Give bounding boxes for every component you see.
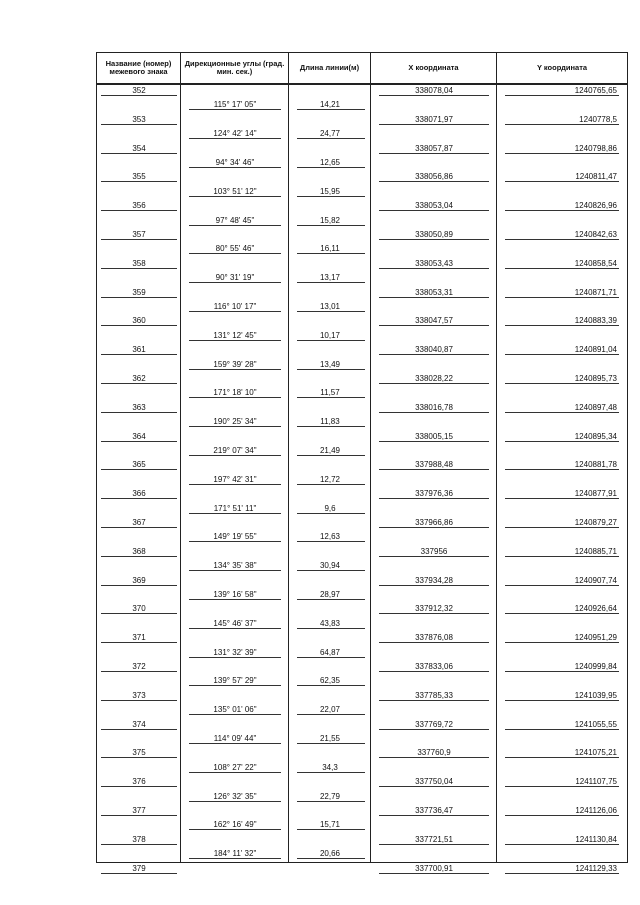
row-line [505, 757, 619, 758]
row-line [505, 239, 619, 240]
row-line [101, 642, 177, 643]
row-line [189, 397, 281, 398]
row-line [101, 757, 177, 758]
row-line [505, 441, 619, 442]
row-line [297, 253, 365, 254]
direction-angle: 103° 51' 12" [213, 186, 257, 196]
row-line [505, 585, 619, 586]
row-line [505, 786, 619, 787]
line-length: 43,83 [319, 618, 341, 628]
y-coordinate: 1240798,86 [574, 143, 617, 153]
x-coordinate: 337966,86 [415, 518, 453, 527]
x-coordinate: 337988,48 [415, 460, 453, 470]
row-line [505, 815, 619, 816]
line-length: 14,21 [319, 100, 341, 110]
direction-angle: 139° 16' 58" [213, 590, 257, 599]
row-line [379, 469, 489, 470]
direction-angle: 124° 42' 14" [213, 129, 257, 139]
row-line [505, 498, 619, 499]
point-number: 379 [132, 863, 146, 873]
row-line [505, 729, 619, 730]
row-line [189, 570, 281, 571]
line-length: 13,49 [319, 359, 341, 369]
row-line [505, 153, 619, 154]
point-number: 362 [132, 374, 146, 383]
row-line [379, 527, 489, 528]
y-coordinate: 1241126,06 [575, 806, 617, 815]
row-line [101, 268, 177, 269]
x-coordinate: 338057,87 [415, 143, 453, 153]
y-coordinate: 1240871,71 [574, 287, 617, 297]
row-line [101, 700, 177, 701]
line-length: 13,17 [319, 273, 341, 283]
row-line [505, 268, 619, 269]
direction-angle: 159° 39' 28" [213, 359, 257, 369]
row-line [297, 599, 365, 600]
x-coordinate: 337700,91 [415, 863, 453, 873]
table-body [96, 85, 628, 873]
row-line [189, 743, 281, 744]
row-line [189, 541, 281, 542]
row-line [379, 585, 489, 586]
x-coordinate: 337721,51 [415, 834, 453, 844]
row-line [379, 354, 489, 355]
row-line [505, 642, 619, 643]
row-line [379, 556, 489, 557]
row-line [297, 109, 365, 110]
row-line [101, 153, 177, 154]
row-line [101, 815, 177, 816]
row-line [189, 340, 281, 341]
row-line [189, 829, 281, 830]
row-line [379, 815, 489, 816]
direction-angle: 219° 07' 34" [213, 446, 257, 455]
x-coordinate: 337833,06 [415, 662, 453, 671]
y-coordinate: 1241055,55 [574, 719, 617, 729]
row-line [297, 829, 365, 830]
row-line [379, 153, 489, 154]
row-line [379, 642, 489, 643]
line-length: 34,3 [322, 762, 338, 772]
line-length: 15,82 [319, 215, 341, 225]
direction-angle: 139° 57' 29" [213, 676, 257, 686]
y-coordinate: 1240897,48 [574, 402, 617, 412]
y-coordinate: 1240881,78 [574, 460, 617, 470]
line-length: 11,57 [320, 388, 340, 398]
row-line [379, 671, 489, 672]
direction-angle: 149° 19' 55" [213, 532, 257, 542]
x-coordinate: 338028,22 [415, 374, 453, 383]
row-line [379, 210, 489, 211]
row-line [297, 167, 365, 168]
row-line [101, 671, 177, 672]
point-number: 370 [132, 604, 146, 614]
point-number: 357 [132, 230, 146, 239]
y-coordinate: 1240951,29 [574, 633, 617, 643]
x-coordinate: 338056,86 [415, 172, 453, 182]
x-coordinate: 337736,47 [415, 806, 453, 815]
direction-angle: 184° 11' 32" [213, 849, 257, 859]
line-length: 10,17 [319, 330, 341, 340]
x-coordinate: 338053,31 [415, 287, 453, 297]
row-line [379, 412, 489, 413]
point-number: 363 [132, 402, 146, 412]
row-line [505, 613, 619, 614]
point-number: 358 [132, 258, 146, 268]
y-coordinate: 1240765,65 [574, 86, 617, 95]
row-line [101, 729, 177, 730]
row-line [297, 340, 365, 341]
y-coordinate: 1241107,75 [575, 777, 617, 787]
y-coordinate: 1240826,96 [574, 201, 617, 211]
row-line [189, 282, 281, 283]
y-coordinate: 1240895,73 [574, 374, 617, 383]
row-line [297, 772, 365, 773]
row-line [505, 844, 619, 845]
x-coordinate: 337934,28 [415, 575, 453, 585]
row-line [189, 196, 281, 197]
row-line [297, 369, 365, 370]
row-line [505, 210, 619, 211]
y-coordinate: 1240778,5 [579, 114, 617, 124]
row-line [189, 628, 281, 629]
row-line [297, 196, 365, 197]
x-coordinate: 338050,89 [415, 230, 453, 239]
line-length: 12,65 [319, 158, 341, 167]
row-line [189, 311, 281, 312]
direction-angle: 197° 42' 31" [213, 474, 257, 484]
point-number: 376 [132, 777, 146, 787]
x-coordinate: 338005,15 [415, 431, 453, 441]
row-line [189, 455, 281, 456]
row-line [379, 498, 489, 499]
direction-angle: 190° 25' 34" [213, 417, 257, 427]
row-line [505, 556, 619, 557]
line-length: 12,63 [319, 532, 341, 542]
x-coordinate: 338053,04 [415, 201, 453, 211]
line-length: 21,49 [319, 446, 341, 455]
direction-angle: 97° 48' 45" [215, 215, 255, 225]
row-line [505, 383, 619, 384]
line-length: 24,77 [319, 129, 341, 139]
row-line [101, 469, 177, 470]
x-coordinate: 337769,72 [415, 719, 453, 729]
point-number: 353 [132, 114, 146, 124]
row-line [101, 354, 177, 355]
direction-angle: 171° 18' 10" [213, 388, 257, 398]
row-line [505, 700, 619, 701]
row-line [505, 412, 619, 413]
point-number: 377 [132, 806, 146, 815]
direction-angle: 80° 55' 46" [215, 244, 255, 254]
row-line [379, 873, 489, 874]
row-line [101, 613, 177, 614]
header-length: Длина линии(м) [289, 53, 371, 83]
point-number: 365 [132, 460, 146, 470]
y-coordinate: 1240883,39 [574, 316, 617, 326]
row-line [101, 556, 177, 557]
row-line [101, 844, 177, 845]
row-line [101, 239, 177, 240]
row-line [297, 513, 365, 514]
row-line [189, 657, 281, 658]
direction-angle: 90° 31' 19" [215, 273, 255, 283]
line-length: 62,35 [319, 676, 341, 686]
row-line [379, 729, 489, 730]
row-line [379, 441, 489, 442]
point-number: 354 [132, 143, 146, 153]
row-line [297, 484, 365, 485]
row-line [297, 743, 365, 744]
x-coordinate: 337750,04 [415, 777, 453, 787]
row-line [189, 801, 281, 802]
y-coordinate: 1240858,54 [574, 258, 617, 268]
direction-angle: 135° 01' 06" [213, 705, 257, 715]
row-line [297, 138, 365, 139]
row-line [101, 786, 177, 787]
header-y: Y координата [536, 63, 588, 72]
y-coordinate: 1240907,74 [574, 575, 617, 585]
row-line [379, 844, 489, 845]
row-line [101, 297, 177, 298]
header-x: X координата [371, 53, 497, 83]
coordinates-table [96, 52, 628, 873]
y-coordinate: 1240895,34 [574, 431, 617, 441]
direction-angle: 115° 17' 05" [213, 100, 257, 110]
point-number: 361 [132, 345, 146, 355]
row-line [379, 181, 489, 182]
row-line [101, 873, 177, 874]
direction-angle: 131° 32' 39" [213, 647, 257, 657]
row-line [297, 541, 365, 542]
line-length: 13,01 [319, 302, 341, 311]
direction-angle: 134° 35' 38" [213, 561, 257, 571]
row-line [189, 484, 281, 485]
row-line [505, 95, 619, 96]
column-divider [288, 85, 289, 862]
y-coordinate: 1240879,27 [574, 518, 617, 527]
y-coordinate: 1240842,63 [574, 230, 617, 239]
row-line [101, 498, 177, 499]
row-line [505, 469, 619, 470]
row-line [101, 181, 177, 182]
point-number: 368 [132, 546, 146, 556]
row-line [505, 297, 619, 298]
row-line [505, 354, 619, 355]
row-line [379, 613, 489, 614]
row-line [101, 325, 177, 326]
row-line [189, 513, 281, 514]
point-number: 367 [132, 518, 146, 527]
direction-angle: 94° 34' 46" [215, 158, 255, 167]
line-length: 9,6 [324, 503, 336, 513]
direction-angle: 114° 09' 44" [213, 734, 257, 743]
x-coordinate: 338016,78 [415, 402, 453, 412]
line-length: 20,66 [319, 849, 341, 859]
point-number: 369 [132, 575, 146, 585]
row-line [101, 124, 177, 125]
header-angle: Дирекционные углы (град. мин. сек.) [181, 53, 289, 83]
x-coordinate: 338047,57 [415, 316, 453, 326]
row-line [189, 138, 281, 139]
row-line [101, 441, 177, 442]
row-line [189, 225, 281, 226]
row-line [297, 657, 365, 658]
row-line [297, 801, 365, 802]
row-line [379, 268, 489, 269]
row-line [297, 282, 365, 283]
row-line [379, 297, 489, 298]
line-length: 64,87 [319, 647, 341, 657]
row-line [101, 383, 177, 384]
line-length: 21,55 [319, 734, 341, 743]
direction-angle: 108° 27' 22" [213, 762, 257, 772]
row-line [101, 95, 177, 96]
y-coordinate: 1240999,84 [574, 662, 617, 671]
line-length: 28,97 [319, 590, 341, 599]
line-length: 11,83 [320, 417, 340, 427]
row-line [101, 412, 177, 413]
x-coordinate: 337760,9 [417, 748, 451, 758]
row-line [505, 325, 619, 326]
row-line [297, 311, 365, 312]
row-line [189, 426, 281, 427]
row-line [297, 397, 365, 398]
row-line [505, 124, 619, 125]
y-coordinate: 1241129,33 [575, 863, 617, 873]
point-number: 355 [132, 172, 146, 182]
row-line [297, 714, 365, 715]
row-line [379, 757, 489, 758]
row-line [297, 570, 365, 571]
row-line [379, 325, 489, 326]
row-line [101, 527, 177, 528]
row-line [297, 685, 365, 686]
row-line [379, 383, 489, 384]
row-line [505, 181, 619, 182]
line-length: 30,94 [319, 561, 341, 571]
line-length: 16,11 [320, 244, 340, 254]
row-line [189, 109, 281, 110]
y-coordinate: 1241130,84 [575, 834, 617, 844]
point-number: 364 [132, 431, 146, 441]
x-coordinate: 337785,33 [415, 690, 453, 700]
table-header [96, 52, 628, 85]
y-coordinate: 1240891,04 [574, 345, 617, 355]
x-coordinate: 337976,36 [415, 489, 453, 499]
line-length: 15,71 [319, 820, 341, 830]
direction-angle: 131° 12' 45" [213, 330, 257, 340]
point-number: 378 [132, 834, 146, 844]
row-line [297, 426, 365, 427]
point-number: 352 [132, 86, 146, 95]
row-line [297, 455, 365, 456]
direction-angle: 116° 10' 17" [213, 302, 257, 311]
direction-angle: 126° 32' 35" [213, 791, 257, 801]
point-number: 360 [132, 316, 146, 326]
y-coordinate: 1240885,71 [574, 546, 617, 556]
x-coordinate: 338078,04 [415, 86, 453, 95]
point-number: 373 [132, 690, 146, 700]
y-coordinate: 1240877,91 [574, 489, 617, 499]
y-coordinate: 1241039,95 [574, 690, 617, 700]
direction-angle: 162° 16' 49" [213, 820, 257, 830]
row-line [189, 714, 281, 715]
point-number: 359 [132, 287, 146, 297]
row-line [379, 786, 489, 787]
row-line [189, 599, 281, 600]
row-line [297, 225, 365, 226]
row-line [189, 685, 281, 686]
x-coordinate: 337912,32 [415, 604, 453, 614]
line-length: 15,95 [319, 186, 341, 196]
point-number: 372 [132, 662, 146, 671]
row-line [189, 858, 281, 859]
row-line [297, 628, 365, 629]
y-coordinate: 1240926,64 [574, 604, 617, 614]
point-number: 375 [132, 748, 146, 758]
line-length: 22,79 [319, 791, 341, 801]
point-number: 356 [132, 201, 146, 211]
row-line [189, 772, 281, 773]
point-number: 366 [132, 489, 146, 499]
y-coordinate: 1240811,47 [575, 172, 617, 182]
y-coordinate: 1241075,21 [574, 748, 617, 758]
row-line [189, 253, 281, 254]
row-line [505, 671, 619, 672]
row-line [379, 239, 489, 240]
x-coordinate: 337876,08 [415, 633, 453, 643]
row-line [379, 95, 489, 96]
x-coordinate: 337956 [420, 546, 448, 556]
header-name: Название (номер) межевого знака [97, 53, 181, 83]
row-line [379, 700, 489, 701]
row-line [297, 858, 365, 859]
row-line [189, 167, 281, 168]
x-coordinate: 338071,97 [415, 114, 453, 124]
point-number: 371 [132, 633, 146, 643]
row-line [379, 124, 489, 125]
row-line [505, 527, 619, 528]
direction-angle: 145° 46' 37" [213, 618, 257, 628]
direction-angle: 171° 51' 11" [213, 503, 257, 513]
line-length: 12,72 [319, 474, 341, 484]
row-line [189, 369, 281, 370]
row-line [101, 585, 177, 586]
row-line [101, 210, 177, 211]
x-coordinate: 338053,43 [415, 258, 453, 268]
line-length: 22,07 [319, 705, 341, 715]
row-line [505, 873, 619, 874]
x-coordinate: 338040,87 [415, 345, 453, 355]
point-number: 374 [132, 719, 146, 729]
